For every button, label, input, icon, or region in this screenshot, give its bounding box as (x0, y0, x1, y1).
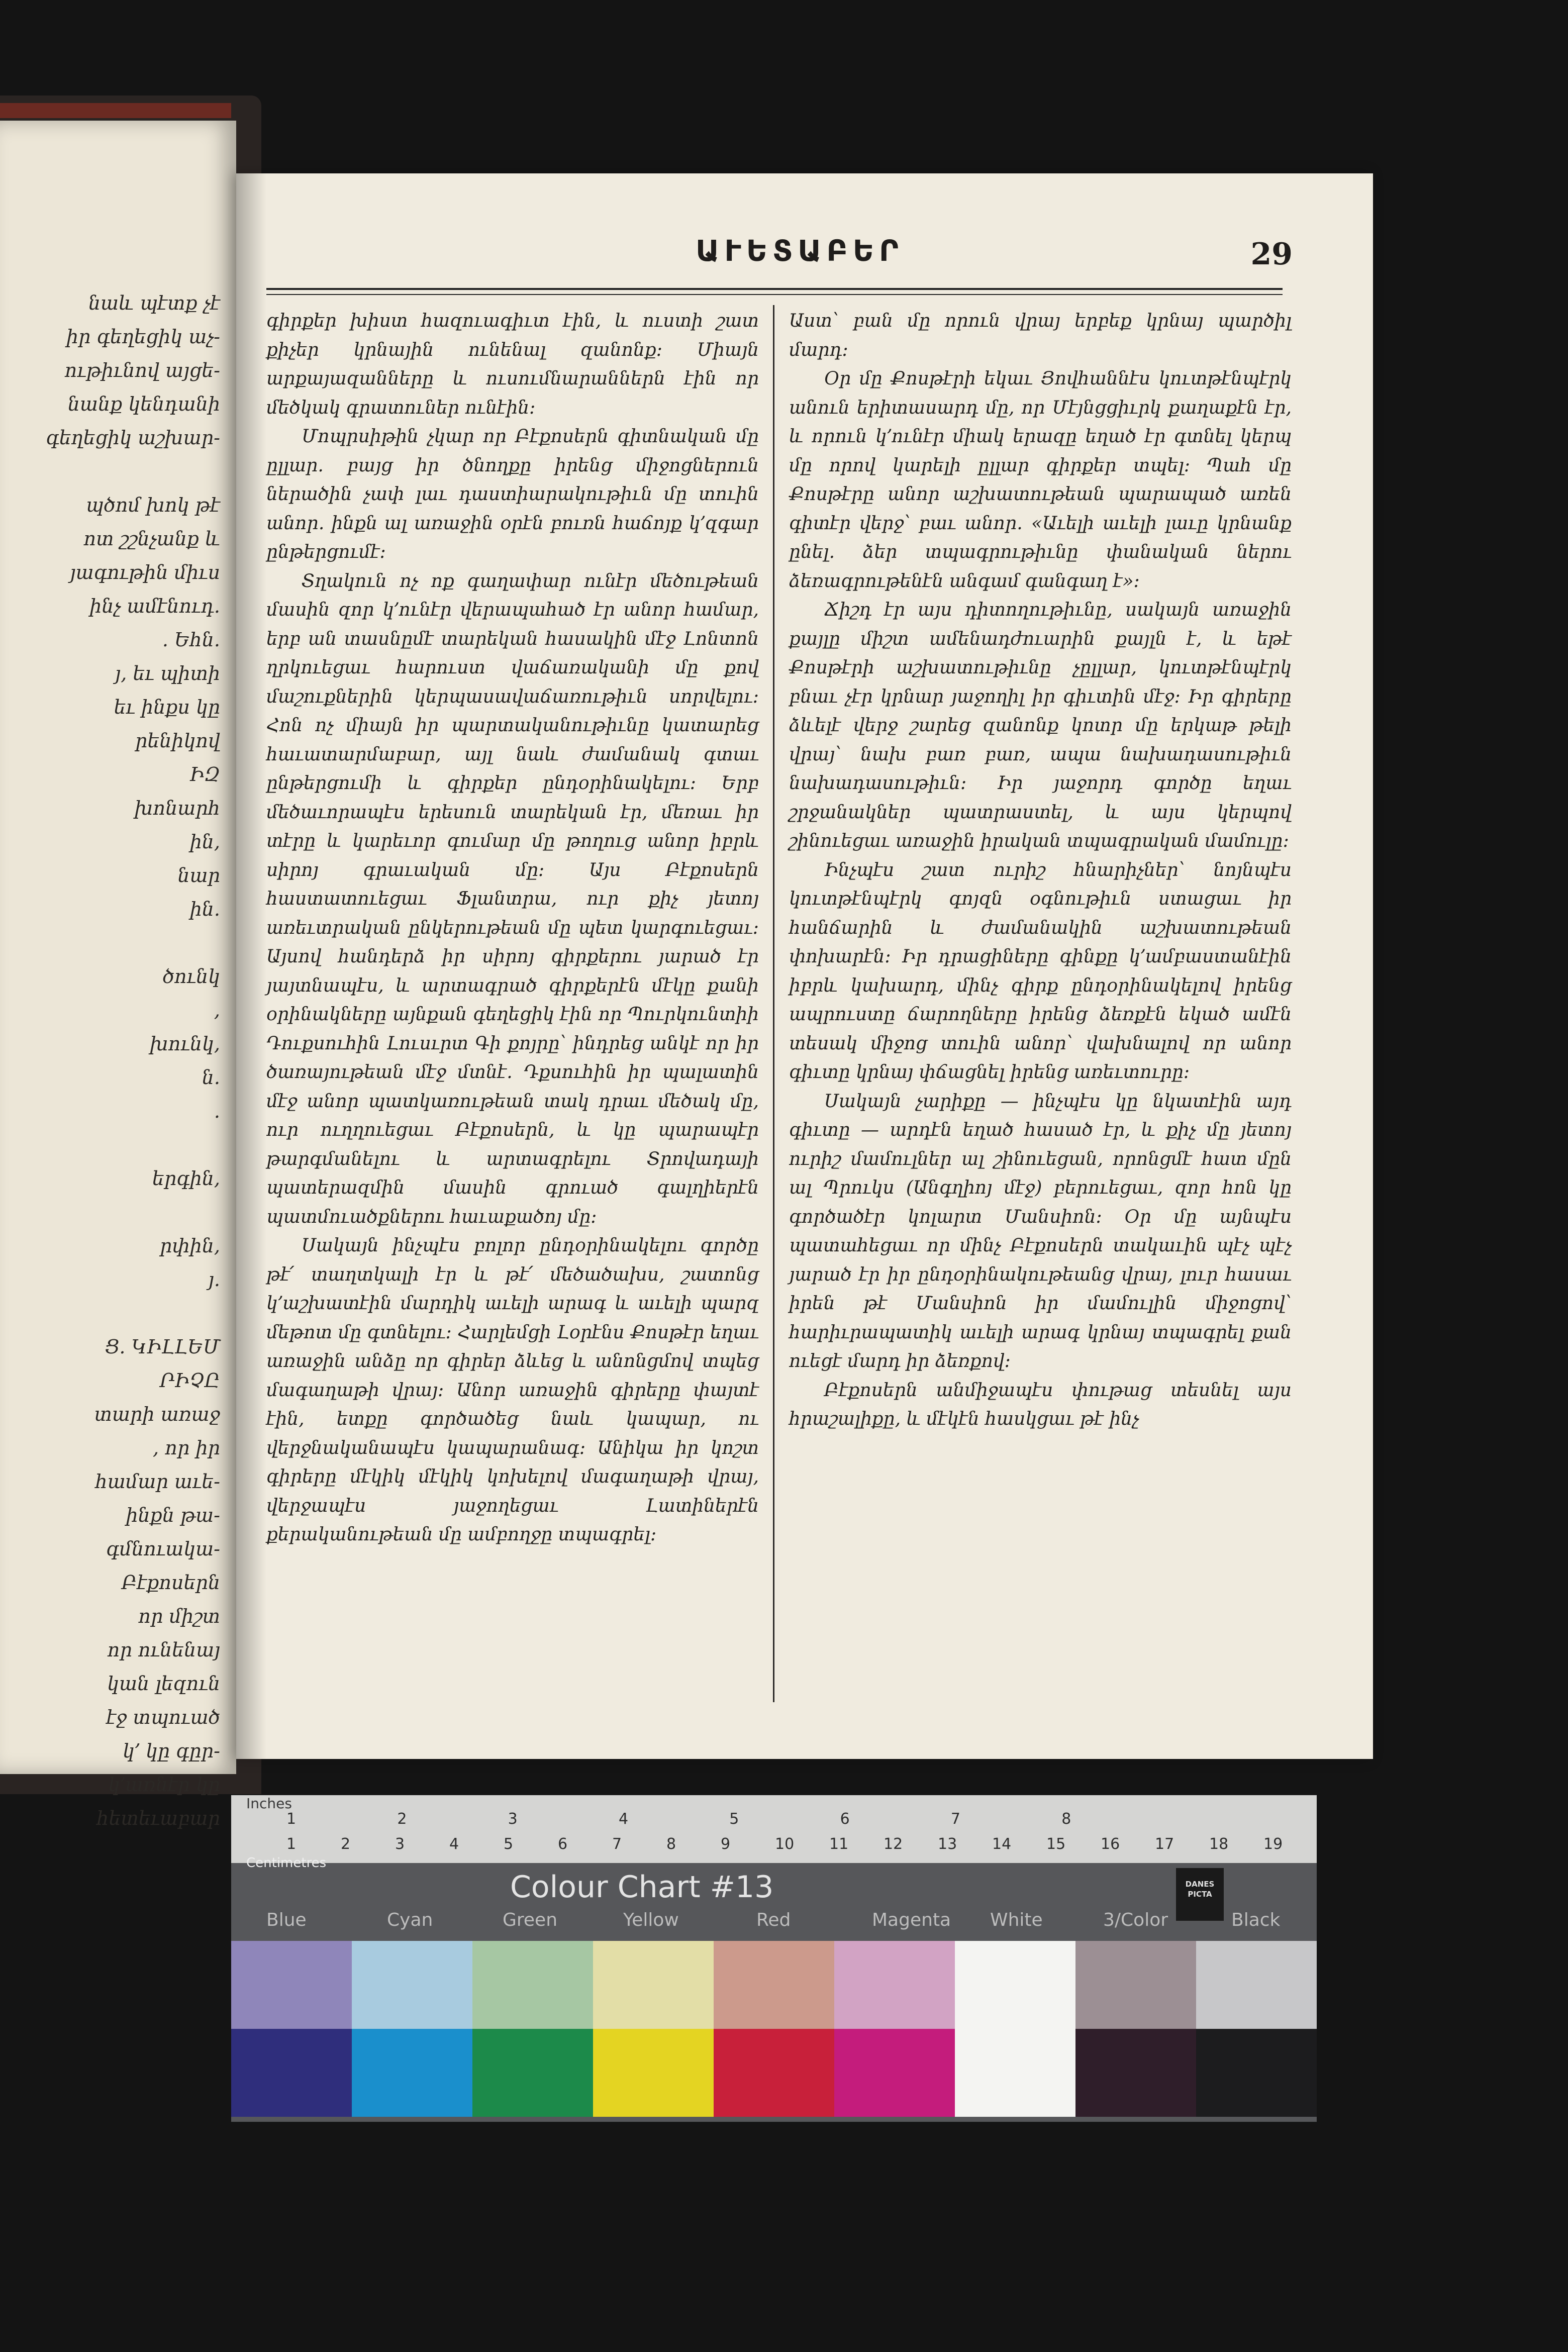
colour-swatch (955, 2029, 1075, 2117)
cm-tick-label: 17 (1155, 1835, 1174, 1853)
margin-line: . Եհն. (162, 629, 220, 651)
margin-line: տարի առաջ (94, 1403, 220, 1425)
margin-line: պծոմ խոկ թէ (85, 494, 220, 516)
margin-line: խոնարհ (134, 797, 220, 819)
paragraph: Տղակուն ոչ ոք գաղափար ունէր մեծութեան մասին զոր կ՚ունէր վերապահած էր անոր համար, երբ ան տասնըմէ տարեկան հասակին մէջ Լոնտոն ղրկուեցաւ հարուստ վաճառականի մը քով մաշուքներին կերպասավաճառութիւն սորվելու։ Հոն ոչ միայն իր պարտականութիւնը կատարեց հաւատարմաբար, այլ նաև ժամանակ գտաւ ընթերցումի և գիրքեր ընդօրինակելու։ Երբ մեծաւորապէս երեսուն տարեկան էր, մեռաւ իր տէրը և կարեւոր գումար մը թողուց անոր իբրև սիրոյ գրաւական մը։ Այս Բէքոսերն հաստատուեցաւ Ֆլանտրա, ուր քիչ յետոյ առեւտրական ընկերութեան մը պետ կարգուեցաւ։ Այսով հանդերձ իր սիրոյ գիրքերու յարած էր յայտնապէս, և արտագրած գիրքերէն մէկը քանի օրինակները այնքան գեղեցիկ էին որ Պուրկունտիի Դուքսուհին Լուսւրտ Գի քոյրը՝ ինդրեց անկէ որ իր ծառայութեան մէջ մտնէ․ Դքսուհին իր պալատին մէջ անոր պատկառութեան տակ դրաւ մեծակ մը, ուր ուղղուեցաւ Բէքոսերն, և կը պարապէր թարգմանելու և արտագրելու Տրովադայի պատերազմին մասին գրուած գալղիերէն պատմուածքներու հաւաքածոյ մը։ (266, 570, 759, 1227)
margin-line: ին, (189, 831, 220, 853)
cm-tick-label: 16 (1101, 1835, 1120, 1853)
margin-line: որ միշտ (138, 1605, 220, 1627)
cm-tick-label: 1 (286, 1835, 297, 1853)
paragraph: Մոպրսիթին չկար որ Բէքոսերն գիտնական մը ըլլար․ բայց իր ծնողքը իրենց միջոցներուն ներածին չափ լաւ դաստիարակութիւն մը տուին անոր․ ինքն ալ առաջին օրէն բուռն հաճոյք կ՚զգար ընթերցումէ։ (266, 426, 759, 562)
colour-swatch (472, 2029, 593, 2117)
margin-line: , (214, 999, 220, 1021)
left-page-margin-text (9, 286, 220, 1835)
paragraph: Օր մը Քոսթէրի եկաւ Յովհաննէս կուտթէնպէրկ անուն երիտասարդ մը, որ Մէյնցցիւրկ քաղաքէն էր, և որուն կ՚ունէր միակ երազը եղած էր գտնել կերպ մը որով կարելի ըլլար գիրքեր տպել։ Պահ մը Քոսթէրը անոր աշխատութեան պարապած առեն գիտէր վերջ՝ բաւ անոր․ «Աւելի աւելի լաւը կրնանք ընել․ ձեր տպագրութիւնը փանական ներու ձեռագրութենէն անգամ գանգաղ է»։ (789, 368, 1292, 592)
header-rule-thick (266, 288, 1283, 290)
cm-tick-label: 11 (829, 1835, 849, 1853)
swatch-label: Red (756, 1910, 791, 1930)
inch-tick-label: 2 (397, 1810, 407, 1828)
paragraph: Սակայն ինչպէս բոլոր ընդօրինակելու գործը թէ՛ տաղտկալի էր և թէ՛ մեծածախս, շատոնց կ՚աշխատէին մարդիկ աւելի արագ և աւելի պարզ մեթոտ մը գտնելու։ Հարլեմցի Լօրէնս Քոսթէր եղաւ առաջին անձը որ գիրեր ձևեց և անոնցմով տպեց մագաղաթի վրայ։ Անոր առաջին գիրերը փայտէ էին, ետքը գործածեց նաև կապար, ու վերջնականապէս կապարանագ։ Անիկա իր կոշտ գիրերը մէկիկ մէկիկ կոխելով մագաղաթի վրայ, վերջապէս յաջողեցաւ Լատիներէն քերականութեան մը ամբողջը տպագրել։ (266, 1235, 759, 1545)
margin-line: յ, եւ պիտի (115, 662, 220, 684)
paragraph: Սակայն չարիքը — ինչպէս կը նկատէին այդ գիւտը — արդէն եղած հասած էր, և քիչ մը յետոյ ուրիշ մամուլներ ալ շինուեցան, որոնցմէ հատ մըն ալ Պրուկս (Անգղիոյ մէջ) բերուեցաւ, զոր հոն կը գործածէր կոլարտ Մանսիոն։ Օր մը այնպէս պատահեցաւ որ մինչ Բէքոսերն տակաւին պէչ պէչ յարած էր իր ընդօրինակութեանց վրայ, լուր հասաւ իրեն թէ Մանսիոն իր մամուլին միջոցով՝ հարիւրապատիկ աւելի արագ կրնայ տպագրել քան ուեցէ մարդ իր ձեռքով։ (789, 1091, 1292, 1371)
cm-tick-label: 18 (1209, 1835, 1229, 1853)
margin-line: ինքն թա- (126, 1504, 220, 1526)
colour-swatch (593, 1941, 714, 2029)
cm-tick-label: 2 (341, 1835, 351, 1853)
cm-tick-label: 13 (938, 1835, 957, 1853)
right-column-text (789, 307, 1292, 1434)
colour-chart-title: Colour Chart #13 (510, 1870, 774, 1905)
margin-line: ինչ ամէնուդ. (89, 595, 220, 617)
colour-swatch (231, 1941, 352, 2029)
margin-line: Բէքոսերն (122, 1572, 220, 1594)
cm-tick-label: 15 (1046, 1835, 1066, 1853)
page-number: 29 (1250, 237, 1293, 272)
margin-line (9, 455, 220, 488)
paragraph: Ճիշդ էր այս դիտողութիւնը, սակայն առաջին քայլը միշտ ամենադժուարին քայլն է, և եթէ Քոսթէրի աշխատութիւնը չըլլար, կուտթէնպէրկ բնաւ չէր կրնար յաջողիլ իր գիւտին մէջ։ Իր գիրերը ձևելէ վերջ շարեց զանոնք կոտր մը երկաթ թելի վրայ՝ նախ բառ բառ, ապա նախադասութիւն նախադասութիւն։ Իր յաջորդ գործը եղաւ շրջանակներ պատրաստել, և այս կերպով շինուեցաւ առաջին իրական տպագրական մամուլը։ (789, 600, 1292, 851)
margin-line (9, 926, 220, 960)
margin-line: համար աւե- (95, 1471, 220, 1493)
margin-line: էջ տպուած (106, 1706, 220, 1728)
page-header (266, 234, 1333, 274)
right-page (236, 173, 1373, 1759)
margin-line: յ. (208, 1268, 220, 1291)
ruler-unit-inches: Inches (246, 1795, 292, 1812)
margin-line: ոտ շշնչանք և (83, 528, 220, 550)
margin-line: նաև պէտք չէ (88, 292, 220, 314)
colour-swatch (834, 2029, 955, 2117)
swatch-label: Yellow (623, 1910, 679, 1930)
swatch-label: Magenta (872, 1910, 951, 1930)
colour-swatch (955, 1941, 1075, 2029)
colour-chart (231, 1795, 1317, 2122)
margin-line: նար (177, 864, 220, 887)
margin-line: Ց. ԿԻԼԼԵՄ (105, 1336, 220, 1358)
colour-swatch (593, 2029, 714, 2117)
margin-line: եւ ինքս կը (114, 696, 220, 718)
cm-tick-label: 3 (395, 1835, 405, 1853)
margin-line (9, 1128, 220, 1162)
margin-line: կ՚ կը գըր- (123, 1740, 220, 1762)
cm-tick-label: 12 (884, 1835, 903, 1853)
colour-swatch (1075, 1941, 1196, 2029)
paragraph: Բէքոսերն անմիջապէս փութաց տեսնել այս հրաշալիքը, և մէկէն հասկցաւ թէ ինչ (789, 1380, 1292, 1429)
colour-swatch (352, 1941, 472, 2029)
margin-line: ութիւնով այցե- (64, 359, 220, 381)
inch-tick-label: 5 (729, 1810, 739, 1828)
ruler-unit-centimetres: Centimetres (246, 1855, 327, 1871)
running-title: ԱՒԵՏԱԲԵՐ (696, 234, 904, 268)
left-column (266, 307, 759, 1744)
swatch-label: 3/Color (1103, 1910, 1168, 1930)
margin-line: կան լեզուն (107, 1673, 220, 1695)
ruler (231, 1795, 1317, 1863)
margin-line: գեղեցիկ աշխար- (46, 427, 220, 449)
colour-swatch (1196, 2029, 1317, 2117)
colour-swatch (1196, 1941, 1317, 2029)
swatch-label: White (990, 1910, 1043, 1930)
margin-line: րենիկով (135, 730, 220, 752)
inch-tick-label: 8 (1061, 1810, 1071, 1828)
inch-tick-label: 4 (618, 1810, 629, 1828)
margin-line: խունկ, (149, 1033, 220, 1055)
margin-line (9, 1196, 220, 1229)
colour-swatch (472, 1941, 593, 2029)
header-rule-thin (266, 294, 1283, 295)
margin-line: . (214, 1100, 220, 1122)
colour-swatch (714, 2029, 834, 2117)
cm-tick-label: 10 (775, 1835, 795, 1853)
cm-tick-label: 6 (558, 1835, 568, 1853)
swatch-label: Green (503, 1910, 558, 1930)
margin-line: գմնուակա- (106, 1538, 220, 1560)
inch-tick-label: 3 (508, 1810, 518, 1828)
inch-tick-label: 1 (286, 1810, 297, 1828)
margin-line: ն. (202, 1066, 220, 1089)
brand-logo: DANES PICTA (1176, 1868, 1224, 1921)
cm-tick-label: 8 (666, 1835, 676, 1853)
margin-line: իր գեղեցիկ աչ- (66, 326, 220, 348)
margin-line: երգին, (152, 1167, 220, 1190)
page-gutter-shadow (236, 173, 266, 1759)
margin-line: յագութին միւս (69, 561, 220, 583)
margin-line (9, 1297, 220, 1330)
cm-tick-label: 9 (721, 1835, 731, 1853)
cm-tick-label: 7 (612, 1835, 622, 1853)
swatch-label: Blue (266, 1910, 307, 1930)
swatch-label: Cyan (387, 1910, 433, 1930)
margin-line: ին. (189, 898, 220, 920)
book-spine-band (0, 103, 231, 118)
cm-tick-label: 4 (449, 1835, 459, 1853)
colour-swatch (1075, 2029, 1196, 2117)
margin-line: նանք կենդանի (67, 393, 220, 415)
margin-line: ծունկ (162, 965, 220, 988)
paragraph: գիրքեր խիստ հազուագիւտ էին, և ուստի շատ քիչեր կրնային ունենալ զանոնք։ Միայն արքայազանները և ուսումնարաններն էին որ մեծկակ գրատուներ ունէին։ (266, 311, 759, 418)
right-column (789, 307, 1292, 1744)
inch-tick-label: 6 (840, 1810, 850, 1828)
margin-line: , որ իր (153, 1437, 220, 1459)
paragraph: Ինչպէս շատ ուրիշ հնարիչներ՝ նոյնպէս կուտթէնպէրկ գոյզն օգնութիւն ստացաւ իր հանճարին և ժամանակին աշխատութեան փոխարէն։ Իր դրացիները գինքը կ՚ամբաստանէին իբրև կախարդ, մինչ գիրք ընդօրինակելով իրենց ապրուստը ճարողները իրենց ձեռքէն եկած ամէն տեսակ միջոց տուին անոր՝ վախնալով որ անոր գիւտը կրնայ փճացնել իրենց առեւտուրը։ (789, 859, 1292, 1083)
cm-tick-label: 14 (992, 1835, 1012, 1853)
margin-line: որ ունենայ (107, 1639, 220, 1661)
colour-swatch (231, 2029, 352, 2117)
column-divider (773, 305, 774, 1702)
margin-line: ՐԻՉԸ (160, 1369, 220, 1392)
margin-line: կ՚առնէր կը (108, 1774, 220, 1796)
left-column-text (266, 307, 759, 1549)
colour-swatch (834, 1941, 955, 2029)
colour-swatch (714, 1941, 834, 2029)
left-page (0, 121, 236, 1829)
cm-tick-label: 5 (504, 1835, 514, 1853)
cm-tick-label: 19 (1263, 1835, 1283, 1853)
margin-line: հետեւաբար (96, 1807, 220, 1829)
swatch-label: Black (1231, 1910, 1281, 1930)
colour-swatch (352, 2029, 472, 2117)
margin-line: րփին, (159, 1235, 220, 1257)
paragraph: Աստ՝ բան մը որուն վրայ երբեք կրնայ պարծիլ մարդ։ (789, 311, 1292, 360)
inch-tick-label: 7 (950, 1810, 960, 1828)
margin-line: ԻԶ (189, 763, 220, 786)
